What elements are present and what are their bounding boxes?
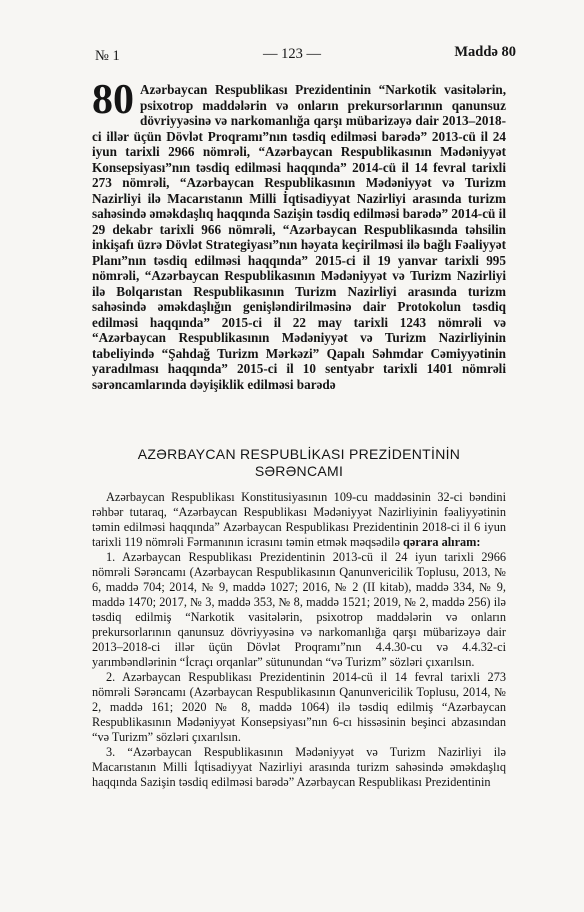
page-number: — 123 — xyxy=(263,46,321,62)
intro-paragraph xyxy=(92,490,506,550)
article-label: Maddə 80 xyxy=(454,44,516,60)
paragraph-2: 2. Azərbaycan Respublikası Prezidentinin 2014-cü il 14 fevral tarixli 273 nömrəli Sərəncamı (Azərbaycan Respublikasının Qanunvericilik Toplusu, 2014, № 2, maddə 161; 2020 № 8, maddə 1064) ilə təsdiq edilmiş “Azərbaycan Respublikasının Mədəniyyət Konsepsiyası”nın 6-cı hissəsinin beşinci abzasından “və Turizm” sözləri çıxarılsın. xyxy=(92,670,506,744)
article-title: Azərbaycan Respublikası Prezidentinin “Narkotik vasitələrin, psixotrop maddələrin və onların prekursorlarının qanunsuz dövriyyəsinə və narkomanlığa qarşı mübarizəyə dair 2013–2018-ci illər üçün Dövlət Proqramı”nın təsdiq edilməsi barədə” 2013-cü il 24 iyun tarixli 2966 nömrəli, “Azərbaycan Respublikasının Mədəniyyət Konsepsiyası”nın təsdiq edilməsi haqqında” 2014-cü il 14 fevral tarixli 273 nömrəli, “Azərbaycan Respublikasının Mədəniyyət və Turizm Nazirliyi ilə Macarıstanın Milli İqtisadiyyat Nazirliyi arasında turizm sahəsində əməkdaşlıq haqqında Sazişin təsdiq edilməsi barədə” 2014-cü il 29 dekabr tarixli 966 nömrəli, “Azərbaycan Respublikasında təhsilin inkişafı üzrə Dövlət Strategiyası”nın həyata keçirilməsi ilə bağlı Fəaliyyət Planı”nın təsdiq edilməsi haqqında” 2015-ci il 19 yanvar tarixli 995 nömrəli, “Azərbaycan Respublikasının Mədəniyyət və Turizm Nazirliyi ilə Bolqarıstan Respublikasının Turizm Nazirliyi arasında turizm sahəsində əməkdaşlığın genişləndirilməsinə dair Protokolun təsdiq edilməsi haqqında” 2015-ci il 22 may tarixli 1243 nömrəli və “Azərbaycan Respublikasının Mədəniyyət və Turizm Nazirliyinin tabeliyində “Şahdağ Turizm Mərkəzi” Qapalı Səhmdar Cəmiyyətinin yaradılması haqqında” 2015-ci il 10 sentyabr tarixli 1401 nömrəli sərəncamlarında dəyişiklik edilməsi barədə xyxy=(92,82,507,392)
decree-body xyxy=(92,490,506,790)
article-title-block xyxy=(92,77,507,392)
page-header xyxy=(0,44,584,64)
decree-heading-line1: AZƏRBAYCAN RESPUBLİKASI PREZİDENTİNİN xyxy=(137,446,461,462)
issue-number: № 1 xyxy=(95,48,120,64)
intro-bold-text: qərara alıram: xyxy=(403,535,481,549)
decree-heading xyxy=(92,446,506,480)
article-number: 80 xyxy=(92,77,134,123)
paragraph-3: 3. “Azərbaycan Respublikasının Mədəniyyət və Turizm Nazirliyi ilə Macarıstanın Milli İqtisadiyyat Nazirliyi arasında turizm sahəsində əməkdaşlıq haqqında Sazişin təsdiq edilməsi barədə” Azərbaycan Respublikası Prezidentinin xyxy=(92,745,506,789)
intro-text: Azərbaycan Respublikası Konstitusiyasının 109-cu maddəsinin 32-ci bəndini rəhbər tutaraq, “Azərbaycan Respublikası Mədəniyyət Nazirliyinin fəaliyyətinin təmin edilməsi haqqında” Azərbaycan Respublikası Prezidentinin 2018-ci il 6 iyun tarixli 119 nömrəli Fərmanının icrasını təmin etmək məqsədilə xyxy=(92,490,506,549)
paragraph-1: 1. Azərbaycan Respublikası Prezidentinin 2013-cü il 24 iyun tarixli 2966 nömrəli Sərəncamı (Azərbaycan Respublikasının Qanunvericilik Toplusu, 2013, № 6, maddə 704; 2014, № 9, maddə 1027; 2016, № 2 (II kitab), maddə 334, № 9, maddə 1470; 2017, № 3, maddə 353, № 8, maddə 1521; 2019, № 2, maddə 256) ilə təsdiq edilmiş “Narkotik vasitələrin, psixotrop maddələrin və onların prekursorlarının qanunsuz dövriyyəsinə və narkomanlığa qarşı mübarizəyə dair 2013–2018-ci illər üçün Dövlət Proqramı”nın 4.4.30-cu və 4.4.32-ci yarımbəndlərinin “İcraçı orqanlar” sütunundan “və Turizm” sözləri çıxarılsın. xyxy=(92,550,506,669)
decree-heading-line2: SƏRƏNCAMI xyxy=(254,463,344,479)
